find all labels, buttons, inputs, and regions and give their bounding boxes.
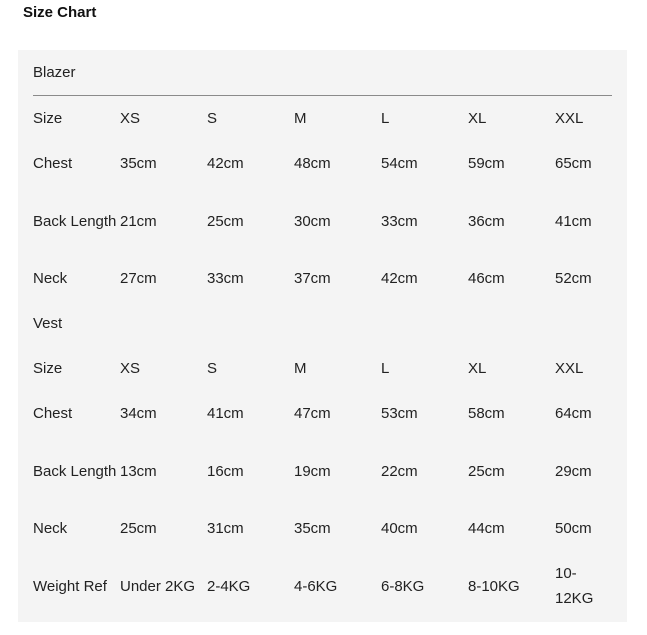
table-cell: XL: [468, 360, 487, 377]
table-row: [33, 96, 612, 142]
table-cell: 41cm: [555, 212, 592, 230]
table-cell: 42cm: [381, 270, 418, 287]
section-name: Vest: [33, 315, 63, 332]
table-cell: 25cm: [207, 212, 244, 230]
table-row: [33, 346, 612, 391]
table-cell: 10-12KG: [555, 565, 594, 607]
table-cell: 25cm: [468, 462, 505, 480]
table-cell: 19cm: [294, 462, 331, 480]
table-cell: 34cm: [120, 405, 157, 422]
table-cell: 16cm: [207, 462, 244, 480]
table-cell: 4-6KG: [294, 577, 338, 595]
table-cell: 25cm: [120, 520, 157, 537]
table-cell: 33cm: [381, 212, 418, 230]
size-chart-table: [33, 50, 612, 621]
table-row: [33, 436, 612, 506]
table-cell: 27cm: [120, 270, 157, 287]
table-cell: S: [207, 110, 218, 127]
table-cell: 22cm: [381, 462, 418, 480]
row-label: Neck: [33, 270, 68, 287]
table-cell: 64cm: [555, 405, 592, 422]
row-label: Neck: [33, 520, 68, 537]
table-cell: 6-8KG: [381, 577, 425, 595]
table-cell: M: [294, 360, 307, 377]
table-cell: 8-10KG: [468, 577, 520, 595]
table-cell: XS: [120, 110, 141, 127]
section-header-vest: [33, 301, 612, 346]
table-cell: 35cm: [294, 520, 331, 537]
table-cell: 13cm: [120, 462, 157, 480]
section-header-blazer: [33, 50, 612, 96]
table-row: [33, 551, 612, 621]
table-cell: XL: [468, 110, 487, 127]
table-cell: 35cm: [120, 155, 157, 172]
size-chart-title: Size Chart: [23, 4, 97, 21]
table-cell: 31cm: [207, 520, 244, 537]
table-cell: 21cm: [120, 212, 157, 230]
table-cell: 53cm: [381, 405, 418, 422]
table-cell: 59cm: [468, 155, 505, 172]
table-cell: 58cm: [468, 405, 505, 422]
row-label: Back Length: [33, 462, 117, 480]
row-label: Back Length: [33, 212, 117, 230]
table-row: [33, 391, 612, 436]
row-label: Chest: [33, 155, 73, 172]
table-row: [33, 256, 612, 301]
table-cell: XS: [120, 360, 141, 377]
table-row: [33, 141, 612, 186]
row-label: Size: [33, 360, 63, 377]
table-row: [33, 506, 612, 551]
table-cell: XXL: [555, 360, 584, 377]
table-cell: 2-4KG: [207, 577, 251, 595]
table-cell: 48cm: [294, 155, 331, 172]
table-cell: 52cm: [555, 270, 592, 287]
table-cell: XXL: [555, 110, 584, 127]
table-cell: 30cm: [294, 212, 331, 230]
section-name: Blazer: [33, 50, 612, 96]
row-label: Chest: [33, 405, 73, 422]
table-cell: 40cm: [381, 520, 418, 537]
table-cell: Under 2KG: [120, 577, 196, 595]
table-row: [33, 186, 612, 256]
table-cell: 36cm: [468, 212, 505, 230]
table-cell: L: [381, 360, 390, 377]
table-cell: 37cm: [294, 270, 331, 287]
table-cell: S: [207, 360, 218, 377]
table-cell: 42cm: [207, 155, 244, 172]
table-cell: 65cm: [555, 155, 592, 172]
table-cell: 47cm: [294, 405, 331, 422]
table-cell: 44cm: [468, 520, 505, 537]
table-cell: 50cm: [555, 520, 592, 537]
table-cell: 46cm: [468, 270, 505, 287]
size-chart-panel: [18, 50, 627, 622]
table-cell: 29cm: [555, 462, 592, 480]
table-cell: M: [294, 110, 307, 127]
table-cell: 41cm: [207, 405, 244, 422]
row-label: Size: [33, 110, 63, 127]
table-cell: L: [381, 110, 390, 127]
table-cell: 33cm: [207, 270, 244, 287]
table-cell: 54cm: [381, 155, 418, 172]
row-label: Weight Ref: [33, 577, 107, 595]
